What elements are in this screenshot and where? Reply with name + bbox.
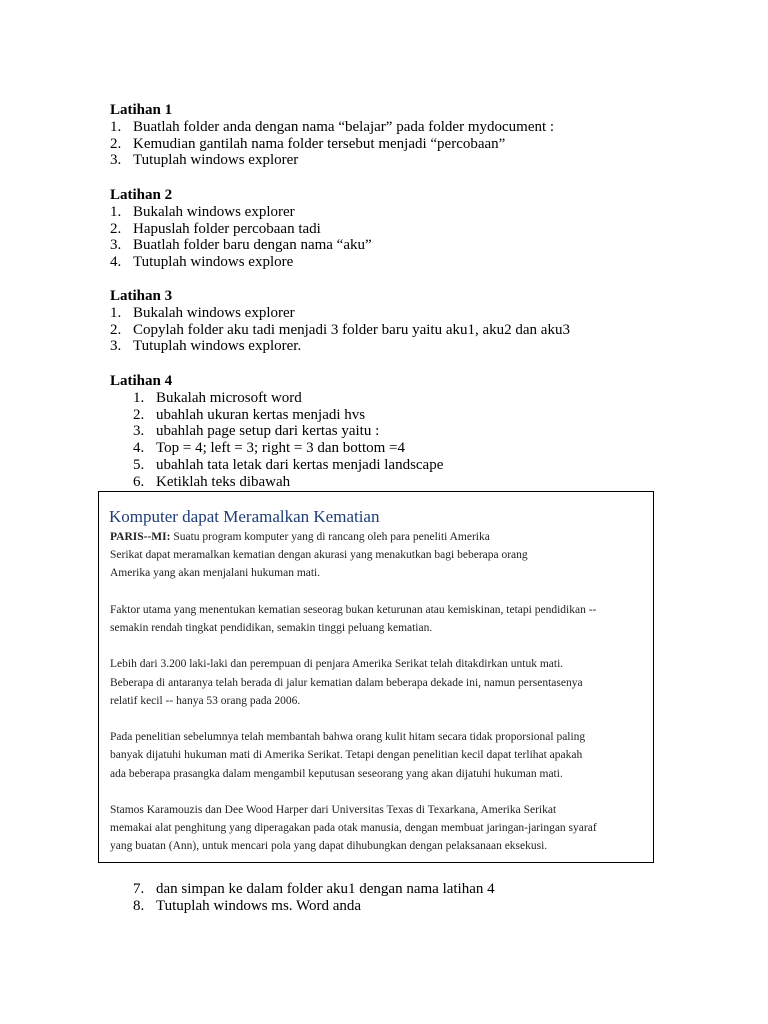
list-item: 2. Copylah folder aku tadi menjadi 3 folder baru yaitu aku1, aku2 dan aku3 xyxy=(110,321,570,338)
latihan-3-section xyxy=(110,288,570,355)
list-item: 4. Tutuplah windows explore xyxy=(110,254,294,271)
list-item: 3. ubahlah page setup dari kertas yaitu : xyxy=(133,423,380,440)
list-item: 8. Tutuplah windows ms. Word anda xyxy=(133,897,362,914)
article-paragraph: Stamos Karamouzis dan Dee Wood Harper dari Universitas Texas di Texarkana, Amerika Serikat memakai alat penghitung yang diperagakan pada otak manusia, dengan membuat jaringan-jaringan syaraf yang buatan (Ann), untuk mencari pola yang dapat dihubungkan dengan pelaksanaan eksekusi. xyxy=(110,803,597,853)
list-item: 1. Bukalah windows explorer xyxy=(110,304,295,321)
list-item: 2. Hapuslah folder percobaan tadi xyxy=(110,220,321,237)
list-item: 2. Kemudian gantilah nama folder tersebut menjadi “percobaan” xyxy=(110,135,506,152)
latihan-2-heading: Latihan 2 xyxy=(110,187,173,203)
list-item: 2. ubahlah ukuran kertas menjadi hvs xyxy=(133,406,366,423)
list-item: 4. Top = 4; left = 3; right = 3 dan bottom =4 xyxy=(133,440,406,457)
latihan-3-list xyxy=(110,305,570,355)
latihan-3-heading: Latihan 3 xyxy=(110,288,173,304)
list-item: 3. Tutuplah windows explorer. xyxy=(110,338,302,355)
list-item: 5. ubahlah tata letak dari kertas menjadi landscape xyxy=(133,456,444,473)
latihan-1-section xyxy=(110,102,554,169)
list-item: 1. Bukalah windows explorer xyxy=(110,203,295,220)
article-paragraph: PARIS--MI: Suatu program komputer yang di rancang oleh para peneliti Amerika Serikat dapat meramalkan kematian dengan akurasi yang menakutkan bagi beberapa orang Amerika yang akan menjalani hukuman mati. xyxy=(110,531,528,580)
list-item: 1. Bukalah microsoft word xyxy=(133,389,302,406)
list-item: 1. Buatlah folder anda dengan nama “belajar” pada folder mydocument : xyxy=(110,118,555,135)
article-paragraph: Lebih dari 3.200 laki-laki dan perempuan di penjara Amerika Serikat telah ditakdirkan untuk mati. Beberapa di antaranya telah berada di jalur kematian dalam beberapa dekade ini, namun persentasenya relatif kecil -- hanya 53 orang pada 2006. xyxy=(110,658,583,707)
latihan-4-heading: Latihan 4 xyxy=(110,373,173,389)
latihan-4-list-continued xyxy=(133,881,495,915)
article-body xyxy=(110,528,653,856)
latihan-4-section xyxy=(110,373,443,491)
article-dateline: PARIS--MI: xyxy=(110,531,171,543)
latihan-2-list xyxy=(110,204,372,271)
article-paragraph: Pada penelitian sebelumnya telah membantah bahwa orang kulit hitam secara tidak proporsional paling banyak dijatuhi hukuman mati di Amerika Serikat. Tetapi dengan penelitian kecil dapat terlihat apakah ada beberapa prasangka dalam mengambil keputusan seseorang yang akan dijatuhi hukuman mati. xyxy=(110,731,586,780)
article-box xyxy=(98,491,654,863)
article-title: Komputer dapat Meramalkan Kematian xyxy=(109,507,380,526)
list-item: 7. dan simpan ke dalam folder aku1 dengan nama latihan 4 xyxy=(133,881,495,897)
article-paragraph: Faktor utama yang menentukan kematian seseorag bukan keturunan atau kemiskinan, tetapi pendidikan -- semakin rendah tingkat pendidikan, semakin tinggi peluang kematian. xyxy=(110,603,597,634)
latihan-1-heading: Latihan 1 xyxy=(110,102,173,118)
latihan-4-list xyxy=(133,390,443,491)
latihan-1-list xyxy=(110,119,554,169)
latihan-2-section xyxy=(110,187,372,271)
list-item: 3. Buatlah folder baru dengan nama “aku” xyxy=(110,237,372,254)
list-item: 3. Tutuplah windows explorer xyxy=(110,152,299,169)
list-item: 6. Ketiklah teks dibawah xyxy=(133,473,291,490)
latihan-4-continued xyxy=(110,881,495,915)
